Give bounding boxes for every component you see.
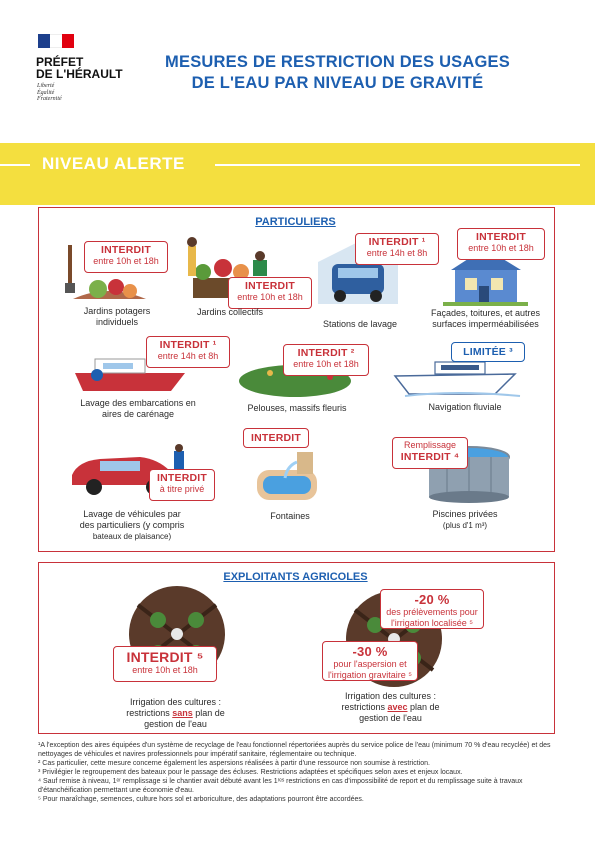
level-band <box>0 143 595 205</box>
item-caption: Navigation fluviale <box>428 402 502 412</box>
band-divider <box>215 164 580 166</box>
restriction-tag: INTERDIT <box>243 428 309 448</box>
item-caption: Piscines privées (plus d'1 m³) <box>432 509 498 530</box>
republic-motto: Liberté Égalité Fraternité <box>37 83 62 102</box>
page-title: MESURES DE RESTRICTION DES USAGES DE L'EAU PAR NIVEAU DE GRAVITÉ <box>165 53 510 92</box>
item-caption: Irrigation des cultures : restrictions avec plan de gestion de l'eau <box>341 691 440 723</box>
item-caption: Fontaines <box>270 511 310 521</box>
cruise-boat-icon <box>395 356 525 398</box>
footnote: ¹A l'exception des aires équipées d'un système de recyclage de l'eau fonctionnel répertoriées auprès du service police de l'eau (minimum 70 % d'eau recyclée) et des nettoyages de véhicules et navires professionnels pour impératif sanitaire, réglementaire ou technique. <box>38 742 551 758</box>
item-caption: Lavage de véhicules par des particuliers (y compris bateaux de plaisance) <box>79 509 185 541</box>
restriction-tag: INTERDIT entre 10h et 18h <box>84 241 168 273</box>
restriction-tag: LIMITÉE ³ <box>451 342 525 362</box>
item-caption: Stations de lavage <box>322 319 398 329</box>
restriction-tag: INTERDIT ² entre 10h et 18h <box>283 344 369 376</box>
item-caption: Pelouses, massifs fleuris <box>247 403 347 413</box>
item-caption: Façades, toitures, et autres surfaces imperméabilisées <box>430 308 541 329</box>
restriction-tag: INTERDIT ⁵ entre 10h et 18h <box>113 646 217 682</box>
item-caption: Lavage des embarcations en aires de carénage <box>80 398 196 419</box>
footnotes <box>38 741 568 804</box>
item-caption: Jardins collectifs <box>196 307 264 317</box>
band-divider <box>0 164 30 166</box>
restriction-tag: INTERDIT entre 10h et 18h <box>457 228 545 260</box>
particuliers-title: PARTICULIERS <box>255 216 336 228</box>
agricoles-title: EXPLOITANTS AGRICOLES <box>223 571 368 583</box>
restriction-tag: INTERDIT entre 10h et 18h <box>228 277 312 309</box>
item-caption: Irrigation des cultures : restrictions sans plan de gestion de l'eau <box>126 697 225 729</box>
footnote: ² Cas particulier, cette mesure concerne également les aspersions réalisées à partir d'une ressource non soumise à restriction. <box>38 760 430 767</box>
footnote: ⁴ Sauf remise à niveau, 1ᵉʳ remplissage si le chantier avait débuté avant les 1ʳᵉˢ restrictions en cas d'impossibilité de report et du remplissage suite à travaux d'étanchéification permettant une économie d'eau. <box>38 778 523 794</box>
reduction-tag: -30 % pour l'aspersion et l'irrigation gravitaire ⁵ <box>322 641 418 681</box>
restriction-tag: INTERDIT ¹ entre 14h et 8h <box>146 336 230 368</box>
level-label: NIVEAU ALERTE <box>42 154 185 173</box>
reduction-tag: -20 % des prélèvements pour l'irrigation localisée ⁵ <box>380 589 484 629</box>
fountain-icon <box>257 452 322 502</box>
restriction-tag: INTERDIT ¹ entre 14h et 8h <box>355 233 439 265</box>
restriction-tag: INTERDIT à titre privé <box>149 469 215 501</box>
restriction-tag: Remplissage INTERDIT ⁴ <box>392 437 468 469</box>
marianne-logo <box>38 34 74 48</box>
footnote: ⁵ Pour maraîchage, semences, culture hors sol et arboriculture, des adaptations pourront être accordées. <box>38 796 364 803</box>
footnote: ³ Privilégier le regroupement des bateaux pour le passage des écluses. Restrictions adaptées et spécifiques selon axes et enjeux locaux. <box>38 769 463 776</box>
prefecture-name: PRÉFET DE L'HÉRAULT <box>36 55 123 81</box>
item-caption: Jardins potagers individuels <box>83 306 151 327</box>
